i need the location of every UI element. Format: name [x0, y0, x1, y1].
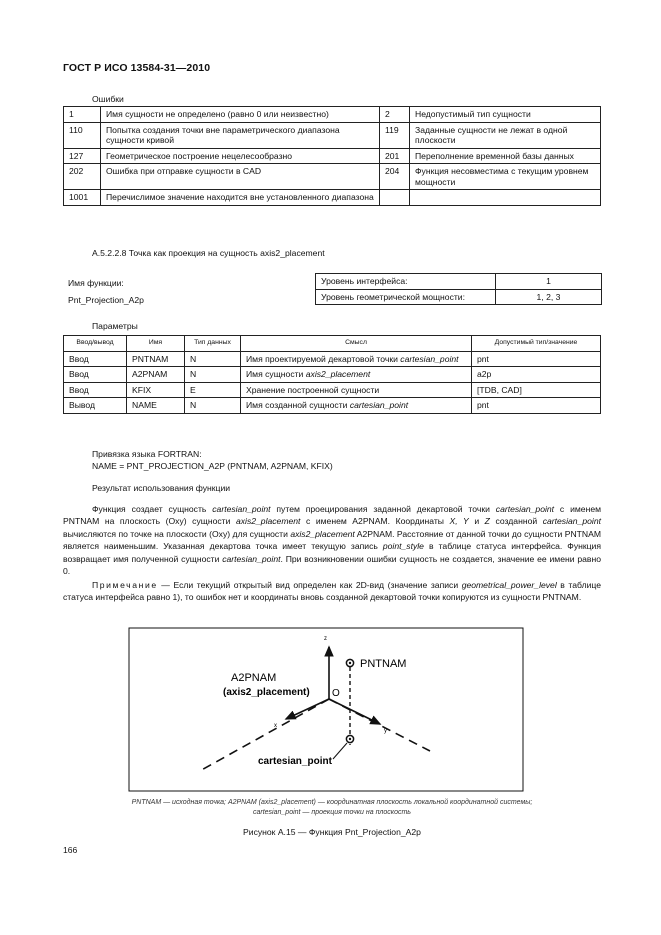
error-code: 201: [380, 148, 410, 164]
interface-label: Уровень интерфейса:: [316, 274, 496, 290]
a2pnam-label: A2PNAM: [231, 672, 277, 684]
errors-row: [64, 190, 601, 206]
params-header-name: Имя: [127, 336, 185, 352]
z-label: z: [324, 636, 327, 642]
document-header: ГОСТ Р ИСО 13584-31—2010: [63, 62, 211, 74]
param-name: PNTNAM: [127, 351, 185, 367]
pntnam-label: PNTNAM: [360, 658, 407, 670]
param-value: pnt: [472, 398, 601, 414]
figure-legend-line1: PNTNAM — исходная точка; A2PNAM (axis2_placement) — координатная плоскость локальной координатной системы;: [131, 799, 533, 806]
param-value: [TDB, CAD]: [472, 382, 601, 398]
function-levels-table: [315, 273, 602, 305]
figure-legend-line2: cartesian_point — проекция точки на плоскость: [253, 808, 411, 816]
param-type: N: [185, 351, 241, 367]
param-type: N: [185, 398, 241, 414]
error-message: Переполнение временной базы данных: [410, 148, 601, 164]
error-message: Заданные сущности не лежат в одной плоскости: [410, 122, 601, 148]
params-table: [63, 335, 601, 414]
fortran-binding: [92, 448, 333, 472]
params-header-meaning: Смысл: [241, 336, 472, 352]
error-code: 127: [64, 148, 101, 164]
fortran-label: Привязка языка FORTRAN:: [92, 449, 202, 459]
param-io: Ввод: [64, 351, 127, 367]
params-row: [64, 351, 601, 367]
param-value: a2p: [472, 367, 601, 383]
errors-row: [64, 122, 601, 148]
function-name-value: Pnt_Projection_A2p: [68, 295, 144, 305]
params-header-type: Тип данных: [185, 336, 241, 352]
note-paragraph: Примечание — Если текущий открытый вид определен как 2D-вид (значение записи geometrical_power_level в таблице статуса интерфейса равно 1), то ошибок нет и координаты вновь созданной декартовой точки копируются из сущности PNTNAM.: [63, 580, 601, 603]
params-header-value: Допустимый тип/значение: [472, 336, 601, 352]
error-message: Геометрическое построение нецелесообразно: [101, 148, 380, 164]
cartesian-point-center: [349, 738, 351, 740]
error-code: [380, 190, 410, 206]
interface-value: 1: [496, 274, 602, 290]
error-message: [410, 190, 601, 206]
page-number: 166: [63, 845, 78, 855]
power-value: 1, 2, 3: [496, 289, 602, 305]
param-meaning: Имя созданной сущности cartesian_point: [241, 398, 472, 414]
x-label: x: [274, 723, 277, 729]
y-label: y: [384, 728, 387, 734]
param-value: pnt: [472, 351, 601, 367]
param-name: NAME: [127, 398, 185, 414]
params-caption: Параметры: [92, 321, 138, 331]
errors-row: [64, 107, 601, 123]
errors-table: [63, 106, 601, 206]
params-header-io: Ввод/вывод: [64, 336, 127, 352]
error-message: Попытка создания точки вне параметрического диапазона сущности кривой: [101, 122, 380, 148]
section-title: A.5.2.2.8 Точка как проекция на сущность axis2_placement: [92, 248, 325, 258]
error-code: 202: [64, 164, 101, 190]
errors-row: [64, 148, 601, 164]
errors-row: [64, 164, 601, 190]
param-meaning: Имя сущности axis2_placement: [241, 367, 472, 383]
error-message: Имя сущности не определено (равно 0 или неизвестно): [101, 107, 380, 123]
error-code: 119: [380, 122, 410, 148]
error-code: 2: [380, 107, 410, 123]
params-row: [64, 398, 601, 414]
param-type: E: [185, 382, 241, 398]
error-message: Перечислимое значение находится вне установленного диапазона: [101, 190, 380, 206]
result-paragraph: Функция создает сущность cartesian_point путем проецирования заданной декартовой точки cartesian_point с именем PNTNAM на плоскость (Oxy) сущности axis2_placement с именем A2PNAM. Координаты X, Y и Z созданной cartesian_point вычисляются по точке на плоскости (Oxy) для сущности axis2_placement A2PNAM. Расстояние от данной точки до сущности PNTNAM является наименьшим. Указанная декартова точка имеет текущую запись point_style в таблице статуса интерфейса. Функция возвращает имя полученной сущности cartesian_point. При возникновении ошибки сущность не создается, значение ее имени равно 0.: [63, 504, 602, 577]
error-code: 1: [64, 107, 101, 123]
params-row: [64, 367, 601, 383]
fortran-code: NAME = PNT_PROJECTION_A2P (PNTNAM, A2PNAM, KFIX): [92, 461, 333, 471]
params-row: [64, 382, 601, 398]
error-message: Функция несовместима с текущим уровнем мощности: [410, 164, 601, 190]
param-meaning: Имя проектируемой декартовой точки cartesian_point: [241, 351, 472, 367]
param-name: KFIX: [127, 382, 185, 398]
param-name: A2PNAM: [127, 367, 185, 383]
function-name-label: Имя функции:: [68, 278, 124, 288]
error-message: Недопустимый тип сущности: [410, 107, 601, 123]
param-io: Ввод: [64, 382, 127, 398]
error-code: 204: [380, 164, 410, 190]
error-message: Ошибка при отправке сущности в CAD: [101, 164, 380, 190]
pntnam-point-center: [349, 662, 351, 664]
error-code: 1001: [64, 190, 101, 206]
errors-caption: Ошибки: [92, 94, 124, 104]
result-heading: Результат использования функции: [92, 483, 231, 493]
projection-diagram: [128, 627, 524, 792]
cartesian-label: cartesian_point: [258, 756, 332, 767]
param-meaning: Хранение построенной сущности: [241, 382, 472, 398]
param-io: Ввод: [64, 367, 127, 383]
power-label: Уровень геометрической мощности:: [316, 289, 496, 305]
figure-legend: [63, 798, 601, 817]
axis2-label: (axis2_placement): [223, 687, 310, 698]
param-type: N: [185, 367, 241, 383]
origin-label: O: [332, 688, 340, 699]
figure-caption: Рисунок А.15 — Функция Pnt_Projection_A2p: [243, 827, 421, 837]
error-code: 110: [64, 122, 101, 148]
param-io: Вывод: [64, 398, 127, 414]
